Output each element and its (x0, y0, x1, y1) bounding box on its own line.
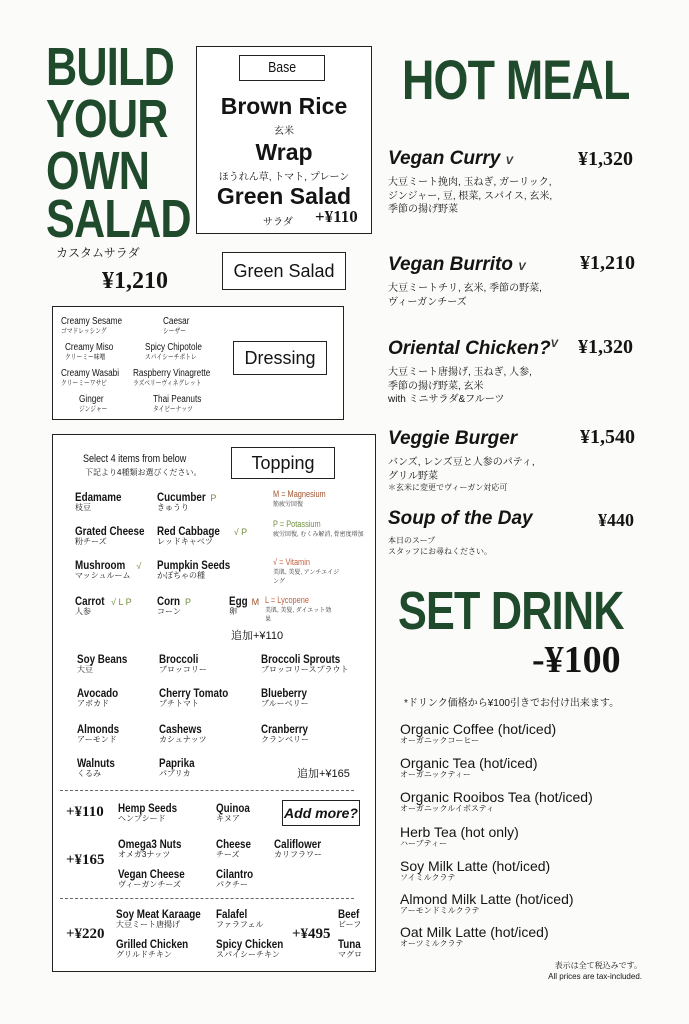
addmore-item: Soy Meat Karaage 大豆ミート唐揚げ (116, 907, 201, 929)
set-drink-price: -¥100 (532, 639, 621, 681)
dressing-box (52, 306, 344, 420)
title-salad: SALAD (46, 189, 191, 249)
topping-select-text: Select 4 items from below (83, 453, 187, 465)
topping-item: Edamame 枝豆 (75, 490, 122, 512)
base-extra-price: +¥110 (315, 207, 358, 226)
dressing-tag: Dressing (233, 341, 327, 375)
menu-item-soup-of-the-day: Soup of the Day 本日のスープ スタッフにお尋ねください。 (388, 508, 533, 556)
topping-item: Broccoli ブロッコリー (159, 652, 207, 674)
tax-note: 表示は全て税込みです。 All prices are tax-included. (548, 961, 642, 982)
set-drink-note: *ドリンク価格から¥100引きでお付け出来ます。 (404, 698, 620, 709)
topping-item: Blueberry ブルーベリー (261, 686, 309, 708)
set-drink-title: SET DRINK (398, 581, 624, 641)
addmore-item: Beef ビーフ (338, 907, 362, 929)
menu-item-oriental-chicken: Oriental Chicken?$^V$ 大豆ミート唐揚げ, 玉ねぎ, 人参, 季節の揚げ野菜, 玄米 with ミニサラダ&フルーツ (388, 338, 558, 405)
topping-item: Egg M 卵 (229, 594, 260, 616)
topping-item: Cranberry クランベリー (261, 722, 309, 744)
salad-subtitle-jp: カスタムサラダ (56, 246, 140, 260)
dressing-item: Creamy Sesame ゴマドレッシング (61, 316, 123, 335)
salad-price: ¥1,210 (102, 268, 168, 294)
base-wrap-jp: ほうれん草, トマト, プレーン (218, 172, 350, 183)
topping-item: Carrot √ L P 人参 (75, 594, 132, 616)
base-green-salad: Green Salad (216, 183, 352, 209)
addmore-item: Spicy Chicken スパイシーチキン (216, 937, 284, 959)
drink-item: Soy Milk Latte (hot/iced) ソイミルクラテ (400, 858, 551, 883)
divider (60, 790, 354, 791)
drink-item: Organic Coffee (hot/iced) オーガニックコーヒー (400, 721, 557, 746)
base-green-salad-jp: サラダ (263, 217, 293, 228)
title-your: YOUR (46, 89, 168, 149)
topping-item: Almonds アーモンド (77, 722, 120, 744)
drink-item: Herb Tea (hot only) ハーブティー (400, 824, 519, 849)
drink-item: Almond Milk Latte (hot/iced) アーモンドミルクラテ (400, 891, 574, 916)
topping-item: Broccoli Sprouts ブロッコリースプラウト (261, 652, 349, 674)
topping-item: Paprika パプリカ (159, 756, 195, 778)
dressing-item: Spicy Chipotole スパイシーチポトレ (145, 342, 202, 361)
topping-item: Mushroom √ マッシュルーム (75, 558, 142, 580)
dressing-item: Ginger ジンジャー (79, 394, 108, 413)
addmore-item: Hemp Seeds ヘンプシード (118, 801, 178, 823)
addmore-price-220: +¥220 (66, 926, 105, 942)
price-vegan-burrito: ¥1,210 (580, 252, 635, 274)
addmore-item: Tuna マグロ (338, 937, 362, 959)
menu-item-vegan-burrito: Vegan Burrito V 大豆ミートチリ, 玄米, 季節の野菜, ヴィーガンチーズ (388, 254, 542, 308)
price-soup-of-the-day: ¥440 (598, 510, 634, 530)
addmore-item: Califlower カリフラワー (274, 837, 322, 859)
topping-item: Walnuts くるみ (77, 756, 115, 778)
base-wrap: Wrap (255, 139, 313, 165)
topping-extra-110: 追加+¥110 (231, 630, 284, 642)
topping-item: Red Cabbage √ P レッドキャベツ (157, 524, 248, 546)
title-build: BUILD (46, 37, 174, 97)
hot-meal-title: HOT MEAL (402, 48, 630, 111)
legend-potassium: P = Potassium 疲労回復, むくみ解消, 骨密度増加 (273, 519, 364, 538)
topping-box (52, 434, 376, 972)
addmore-item: Grilled Chicken グリルドチキン (116, 937, 189, 959)
legend-vitamin: √ = Vitamin 美肌, 美髪, アンチエイジング (273, 557, 340, 585)
dressing-item: Creamy Wasabi クリーミーワサビ (61, 368, 120, 387)
green-salad-tag: Green Salad (222, 252, 346, 290)
addmore-tag: Add more? (282, 800, 360, 826)
addmore-item: Falafel ファラフェル (216, 907, 264, 929)
base-brown-rice: Brown Rice (220, 93, 348, 119)
topping-item: Cherry Tomato プチトマト (159, 686, 229, 708)
topping-item: Cashews カシュナッツ (159, 722, 207, 744)
base-brown-rice-jp: 玄米 (274, 126, 294, 137)
drink-item: Organic Rooibos Tea (hot/iced) オーガニックルイボスティ (400, 789, 593, 814)
addmore-price-495: +¥495 (292, 926, 331, 942)
topping-item: Corn P コーン (157, 594, 192, 616)
menu-item-vegan-curry: Vegan Curry V 大豆ミート挽肉, 玉ねぎ, ガーリック, ジンジャー, 豆, 根菜, スパイス, 玄米, 季節の揚げ野菜 (388, 148, 553, 215)
topping-item: Cucumber P きゅうり (157, 490, 217, 512)
menu-item-veggie-burger: Veggie Burger バンズ, レンズ豆と人参のパティ, グリル野菜 ＊玄米に変更でヴィーガン対応可 (388, 428, 535, 492)
dressing-item: Raspberry Vinagrette ラズベリーヴィネグレット (133, 368, 211, 387)
addmore-item: Omega3 Nuts オメガ3ナッツ (118, 837, 182, 859)
addmore-item: Quinoa キヌア (216, 801, 250, 823)
topping-extra-165: 追加+¥165 (297, 768, 350, 780)
legend-magnesium: M = Magnesium 筋疲労回復 (273, 489, 326, 508)
addmore-item: Vegan Cheese ヴィーガンチーズ (118, 867, 185, 889)
title-own: OWN (46, 141, 150, 201)
addmore-price-110: +¥110 (66, 804, 104, 820)
dressing-item: Caesar シーザー (163, 316, 190, 335)
base-box (196, 46, 372, 234)
addmore-item: Cheese チーズ (216, 837, 252, 859)
topping-item: Grated Cheese 粉チーズ (75, 524, 145, 546)
drink-item: Organic Tea (hot/iced) オーガニックティー (400, 755, 538, 780)
base-tag: Base (239, 55, 325, 81)
topping-tag: Topping (231, 447, 335, 479)
price-veggie-burger: ¥1,540 (580, 426, 635, 448)
topping-item: Pumpkin Seeds かぼちゃの種 (157, 558, 231, 580)
price-oriental-chicken: ¥1,320 (578, 336, 633, 358)
price-vegan-curry: ¥1,320 (578, 148, 633, 170)
divider (60, 898, 354, 899)
dressing-item: Creamy Miso クリーミー味噌 (65, 342, 114, 361)
topping-item: Soy Beans 大豆 (77, 652, 128, 674)
dressing-item: Thai Peanuts タイピーナッツ (153, 394, 202, 413)
topping-select-jp: 下記より4種類お選びください。 (85, 468, 202, 477)
topping-item: Avocado アボカド (77, 686, 119, 708)
drink-item: Oat Milk Latte (hot/iced) オーツミルクラテ (400, 924, 549, 949)
addmore-price-165: +¥165 (66, 852, 105, 868)
addmore-item: Cilantro パクチー (216, 867, 254, 889)
legend-lycopene: L = Lycopene 美肌, 美髪, ダイエット効果 (265, 595, 332, 623)
